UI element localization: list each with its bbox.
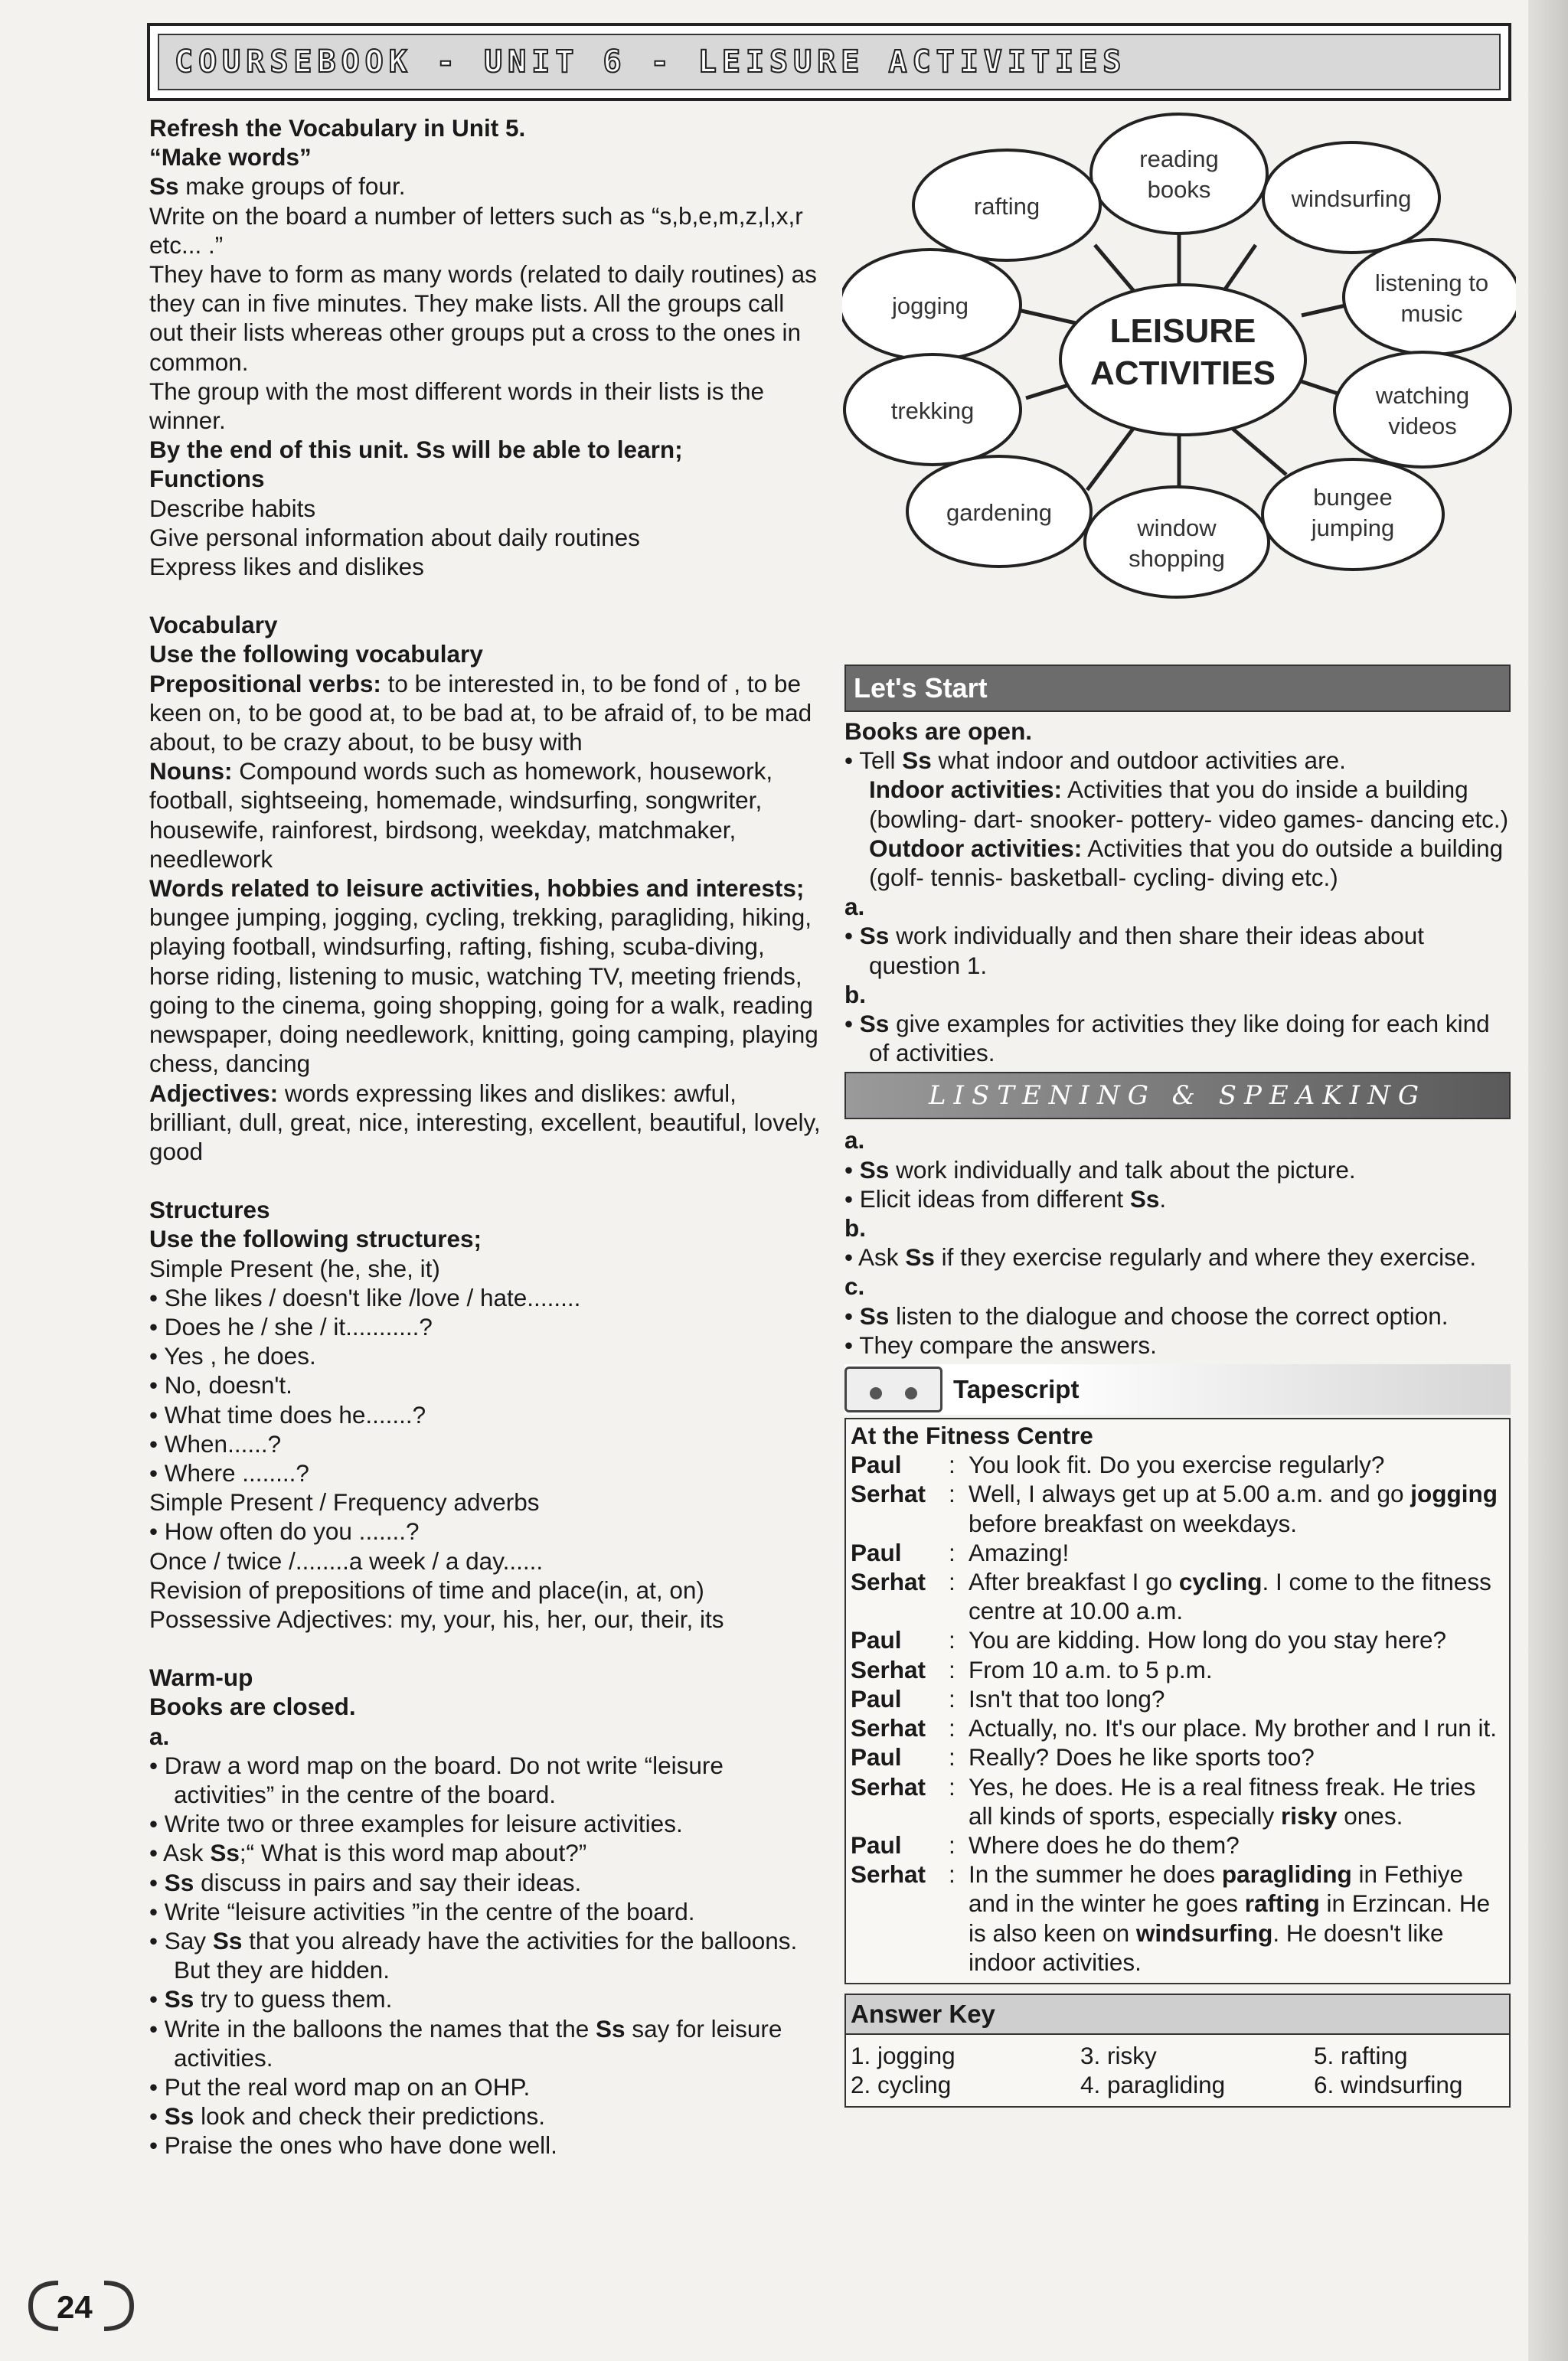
warmup-item: • Write in the balloons the names that the Ss say for leisure activities. (149, 2014, 782, 2072)
objectives-title: By the end of this unit. Ss will be able to learn; (149, 436, 683, 464)
label-listening-1: listening to (1374, 269, 1489, 296)
lets-start-item: • Tell Ss what indoor and outdoor activities are. (844, 746, 1346, 775)
speaker-name: Paul (851, 1626, 902, 1654)
word-map (842, 107, 1516, 605)
label-bungee-1: bungee (1313, 484, 1393, 511)
unit-header (147, 23, 1511, 101)
unit-title: COURSEBOOK - UNIT 6 - LEISURE ACTIVITIES (175, 44, 1127, 80)
speaker-name: Paul (851, 1451, 902, 1479)
cassette-icon (844, 1367, 942, 1412)
instruction-text: They have to form as many words (related to daily routines) as they can in five minutes. They make lists. All the groups call out their lists whereas other groups put a cross to the ones in common. (149, 260, 817, 376)
label-window-1: window (1137, 514, 1217, 541)
answer-item: 5. rafting (1314, 2042, 1408, 2070)
dialogue-line (851, 1713, 1504, 1742)
speaker-colon: : (949, 1714, 956, 1742)
revision: Revision of prepositions of time and place(in, at, on) (149, 1576, 704, 1604)
label-reading-2: books (1147, 176, 1211, 203)
listening-item: • Ask Ss if they exercise regularly and where they exercise. (844, 1243, 1477, 1272)
structure-item: • When......? (149, 1429, 282, 1458)
spoken-text: Yes, he does. He is a real fitness freak. He tries all kinds of sports, especially risky ones. (969, 1772, 1476, 1830)
dialogue-line (851, 1655, 1504, 1684)
spoken-text: Well, I always get up at 5.00 a.m. and go jogging before breakfast on weekdays. (969, 1480, 1498, 1537)
answer-item: 1. jogging (851, 2042, 956, 2070)
listening-item: • They compare the answers. (844, 1331, 1157, 1359)
possessive: Possessive Adjectives: my, your, his, her, our, their, its (149, 1605, 724, 1633)
simple-present: Simple Present (he, she, it) (149, 1254, 440, 1282)
page-edge-shadow (1528, 0, 1568, 2361)
bubble-reading (1091, 114, 1267, 233)
warmup-item: • Ask Ss;“ What is this word map about?” (149, 1839, 587, 1867)
spoken-text: From 10 a.m. to 5 p.m. (969, 1655, 1213, 1683)
warmup-title: Warm-up (149, 1664, 253, 1692)
lets-start-bar: Let's Start (844, 665, 1511, 712)
answer-item: 4. paragliding (1080, 2071, 1226, 2099)
spoken-text: You are kidding. How long do you stay here? (969, 1626, 1447, 1654)
make-words-title: “Make words” (149, 143, 312, 171)
speaker-name: Serhat (851, 1480, 926, 1508)
warmup-item: • Praise the ones who have done well. (149, 2131, 557, 2160)
speaker-name: Serhat (851, 1655, 926, 1683)
answer-key-title: Answer Key (846, 1995, 1509, 2035)
spoken-text: In the summer he does paragliding in Fethiye and in the winter he goes rafting in Erzincan. He is also keen on windsurfing. He doesn't like indoor activities. (969, 1860, 1491, 1976)
warmup-item: • Write “leisure activities ”in the centre of the board. (149, 1897, 695, 1925)
warmup-item: • Write two or three examples for leisure activities. (149, 1810, 683, 1838)
spoken-text: Isn't that too long? (969, 1684, 1165, 1713)
tapescript-box (844, 1418, 1511, 1984)
speaker-colon: : (949, 1655, 956, 1683)
page-number: 24 (57, 2289, 93, 2325)
books-open: Books are open. (844, 717, 1033, 745)
warmup-item: • Ss try to guess them. (149, 1985, 393, 2013)
bubble-listening (1344, 240, 1516, 354)
answer-item: 3. risky (1080, 2042, 1157, 2070)
tapescript-header (844, 1364, 1511, 1415)
warmup-item: • Ss look and check their predictions. (149, 2102, 546, 2131)
function-item: Express likes and dislikes (149, 553, 424, 581)
structure-item: • She likes / doesn't like /love / hate........ (149, 1283, 581, 1311)
structures-title: Structures (149, 1196, 270, 1224)
function-item: Give personal information about daily routines (149, 523, 640, 551)
structure-item: • No, doesn't. (149, 1371, 292, 1399)
once-twice: Once / twice /........a week / a day...... (149, 1546, 544, 1575)
outdoor-definition: Outdoor activities: Activities that you do outside a building (golf- tennis- basketball- cycling- diving etc.) (869, 834, 1504, 892)
speaker-name: Paul (851, 1684, 902, 1713)
label-watching-2: videos (1388, 413, 1457, 439)
dialogue-line (851, 1684, 1504, 1713)
dialogue-title: At the Fitness Centre (851, 1422, 1093, 1450)
speaker-name: Serhat (851, 1568, 926, 1596)
bubble-watching (1334, 352, 1511, 467)
listening-item: • Elicit ideas from different Ss. (844, 1184, 1167, 1213)
speaker-name: Paul (851, 1538, 902, 1566)
frequency-title: Simple Present / Frequency adverbs (149, 1488, 540, 1517)
adjectives: Adjectives: words expressing likes and dislikes: awful, brilliant, dull, great, nice, interesting, excellent, beautiful, lovely, good (149, 1079, 821, 1165)
speaker-colon: : (949, 1830, 956, 1859)
indoor-definition: Indoor activities: Activities that you do inside a building (bowling- dart- snooker- pottery- video games- dancing etc.) (869, 776, 1509, 833)
spoken-text: You look fit. Do you exercise regularly? (969, 1451, 1385, 1479)
speaker-name: Serhat (851, 1772, 926, 1801)
center-label-2: ACTIVITIES (1089, 354, 1276, 392)
speaker-colon: : (949, 1860, 956, 1889)
structure-item: • Where ........? (149, 1458, 309, 1487)
spoken-text: Actually, no. It's our place. My brother and I run it. (969, 1714, 1498, 1742)
warmup-item: • Say Ss that you already have the activities for the balloons. But they are hidden. (149, 1926, 798, 1984)
structure-item: • Does he / she / it...........? (149, 1312, 433, 1341)
speaker-colon: : (949, 1772, 956, 1801)
label-gardening: gardening (946, 499, 1052, 526)
dialogue (851, 1450, 1504, 1977)
warmup-item: • Put the real word map on an OHP. (149, 2073, 531, 2101)
center-label-1: LEISURE (1109, 312, 1256, 350)
speaker-name: Serhat (851, 1860, 926, 1889)
label-trekking: trekking (890, 397, 975, 424)
label-listening-2: music (1400, 300, 1463, 327)
leisure-words: bungee jumping, jogging, cycling, trekking, paragliding, hiking, playing football, windsurfing, rafting, fishing, scuba-diving, horse riding, listening to music, watching TV, meeting friends, going to the cinema, going shopping, going for a walk, reading newspaper, doing needlework, knitting, going camping, playing chess, dancing (149, 903, 818, 1078)
dialogue-line (851, 1450, 1504, 1479)
dialogue-line (851, 1625, 1504, 1654)
left-column: Refresh the Vocabulary in Unit 5. “Make words” Ss make groups of four. Write on the board a number of letters such as “s,b,e,m,z,l,x,r etc... .” They have to form as many words (related to daily routines) as they can in five minutes. They make lists. All the groups call out their lists whereas other groups put a cross to the ones in common. The group with the most different words in their lists is the winner. By the end of this unit. Ss will be able to learn; Functions Describe habits Give personal information about daily routines Express likes and dislikes Vocabulary Use the following vocabulary Prepositional verbs: to be interested in, to be fond of , to be keen on, to be good at, to be bad at, to be afraid of, to be mad about, to be crazy about, to be busy with Nouns: Compound words such as homework, housework, football, sightseeing, homemade, windsurfing, songwriter, housewife, rainforest, birdsong, weekday, matchmaker, needlework Words related to leisure activities, hobbies and interests; bungee jumping, jogging, cycling, trekking, paragliding, hiking, playing football, windsurfing, rafting, fishing, scuba-diving, horse riding, listening to music, watching TV, meeting friends, going to the cinema, going shopping, going for a walk, reading newspaper, doing needlework, knitting, going camping, playing chess, dancing Adjectives: words expressing likes and dislikes: awful, brilliant, dull, great, nice, interesting, excellent, beautiful, lovely, good Structures Use the following structures; Simple Present (he, she, it) • She likes / doesn't like /love / hate........ • Does he / she / it...........? • Yes , he does. • No, doesn't. • What time does he.......? • When......? • Where ........? Simple Present / Frequency adverbs • How often do you .......? Once / twice /........a week / a day...... Revision of prepositions of time and place(in, at, on) Possessive Adjectives: my, your, his, her, our, their, its Warm-up Books are closed. a. • Draw a word map on the board. Do not write “leisure activities” in the centre of the board. • Write two or three examples for leisure activities. • Ask Ss;“ What is this word map about?” • Ss discuss in pairs and say their ideas. • Write “leisure activities ”in the centre of the board. • Say Ss that you already have the activities for the balloons. But they are hidden. • Ss try to guess them. • Write in the balloons the names that the Ss say for leisure activities. • Put the real word map on an OHP. • Ss look and check their predictions. • Praise the ones who have done well. (149, 113, 823, 2160)
answer-item: 6. windsurfing (1314, 2071, 1463, 2099)
listening-speaking-bar: LISTENING & SPEAKING (844, 1072, 1511, 1119)
warmup-item: • Draw a word map on the board. Do not write “leisure activities” in the centre of the board. (149, 1751, 724, 1808)
dialogue-line (851, 1567, 1504, 1625)
listening-item: • Ss work individually and talk about the picture. (844, 1155, 1356, 1184)
speaker-colon: : (949, 1568, 956, 1596)
dialogue-line (851, 1772, 1504, 1830)
books-closed: Books are closed. (149, 1693, 356, 1721)
label-reading-1: reading (1139, 145, 1219, 172)
vocabulary-subtitle: Use the following vocabulary (149, 640, 483, 668)
page-number-badge (28, 2278, 135, 2333)
label-windsurfing: windsurfing (1291, 185, 1412, 212)
answer-key (844, 1994, 1511, 2108)
answer-key-grid (846, 2035, 1509, 2105)
dialogue-line (851, 1830, 1504, 1860)
vocabulary-title: Vocabulary (149, 611, 278, 639)
label-rafting: rafting (973, 193, 1040, 220)
speaker-name: Paul (851, 1743, 902, 1772)
dialogue-line (851, 1479, 1504, 1537)
speaker-colon: : (949, 1538, 956, 1566)
speaker-colon: : (949, 1451, 956, 1479)
spoken-text: Where does he do them? (969, 1830, 1240, 1859)
speaker-name: Paul (851, 1830, 902, 1859)
speaker-colon: : (949, 1684, 956, 1713)
right-column: Let's Start Books are open. • Tell Ss what indoor and outdoor activities are. Indoor activities: Activities that you do inside a building (bowling- dart- snooker- pottery- video games- dancing etc.) Outdoor activities: Activities that you do outside a building (golf- tennis- basketball- cycling- diving etc.) a. • Ss work individually and then share their ideas about question 1. b. • Ss give examples for activities they like doing for each kind of activities. LISTENING & SPEAKING a. • Ss work individually and talk about the picture. • Elicit ideas from different Ss. b. • Ask Ss if they exercise regularly and where they exercise. c. • Ss listen to the dialogue and choose the correct option. • They compare the answers. Tapescript At the Fitness Centre Paul : You look fit. Do you exercise regularly? Serhat : Well, I always get up at 5.00 a.m. and go jogging before breakfast on weekdays. Paul : Amazing! Serhat : After breakfast I go cycling. I come to the fitness centre at 10.00 a.m. Paul : You are kidding. How long do you stay here? Serhat : From 10 a.m. to 5 p.m. Paul : Isn't that too long? Serhat : Actually, no. It's our place. My brother and I run it. Paul : Really? Does he like sports too? Serhat : Yes, he does. He is a real fitness freak. He tries all kinds of sports, especially risky ones. Paul : Where does he do them? Serhat : In the summer he does paragliding in Fethiye and in the winter he goes rafting in Erzincan. He is also keen on windsurfing. He doesn't like indoor activities. Answer Key 1. jogging 3. risky 5. rafting 2. cycling 4. paragliding 6. windsurfing (844, 661, 1511, 2108)
answer-item: 2. cycling (851, 2071, 952, 2099)
dialogue-line (851, 1538, 1504, 1567)
bubble-window (1085, 487, 1269, 597)
refresh-title: Refresh the Vocabulary in Unit 5. (149, 114, 526, 142)
structure-item: • What time does he.......? (149, 1400, 426, 1429)
leisure-words-title: Words related to leisure activities, hobbies and interests; (149, 874, 805, 903)
listening-item: • Ss listen to the dialogue and choose the correct option. (844, 1301, 1449, 1330)
speaker-colon: : (949, 1626, 956, 1654)
function-item: Describe habits (149, 494, 316, 522)
dialogue-line (851, 1860, 1504, 1977)
spoken-text: After breakfast I go cycling. I come to the fitness centre at 10.00 a.m. (969, 1568, 1491, 1625)
instruction-text: The group with the most different words in their lists is the winner. (149, 377, 765, 435)
warmup-item: • Ss discuss in pairs and say their ideas. (149, 1868, 582, 1896)
nouns: Nouns: Compound words such as homework, housework, football, sightseeing, homemade, windsurfing, songwriter, housewife, rainforest, birdsong, weekday, matchmaker, needlework (149, 757, 773, 873)
dialogue-line (851, 1742, 1504, 1772)
label-bungee-2: jumping (1311, 514, 1395, 541)
tapescript-label: Tapescript (953, 1374, 1080, 1403)
spoken-text: Really? Does he like sports too? (969, 1743, 1315, 1772)
instruction-text: Write on the board a number of letters such as “s,b,e,m,z,l,x,r etc... .” (149, 201, 803, 259)
label-window-2: shopping (1129, 545, 1225, 572)
prepositional-verbs: Prepositional verbs: to be interested in, to be fond of , to be keen on, to be good at, to be bad at, to be afraid of, to be mad about, to be crazy about, to be busy with (149, 669, 812, 756)
functions-title: Functions (149, 465, 265, 493)
label-jogging: jogging (892, 292, 969, 319)
label-watching-1: watching (1375, 382, 1470, 409)
structure-item: • How often do you .......? (149, 1517, 420, 1546)
lets-start-item: • Ss work individually and then share their ideas about question 1. (844, 922, 1424, 979)
structures-subtitle: Use the following structures; (149, 1225, 482, 1253)
spoken-text: Amazing! (969, 1538, 1070, 1566)
lets-start-item: • Ss give examples for activities they like doing for each kind of activities. (844, 1010, 1490, 1067)
speaker-colon: : (949, 1480, 956, 1508)
structure-item: • Yes , he does. (149, 1342, 316, 1370)
speaker-colon: : (949, 1743, 956, 1772)
speaker-name: Serhat (851, 1714, 926, 1742)
